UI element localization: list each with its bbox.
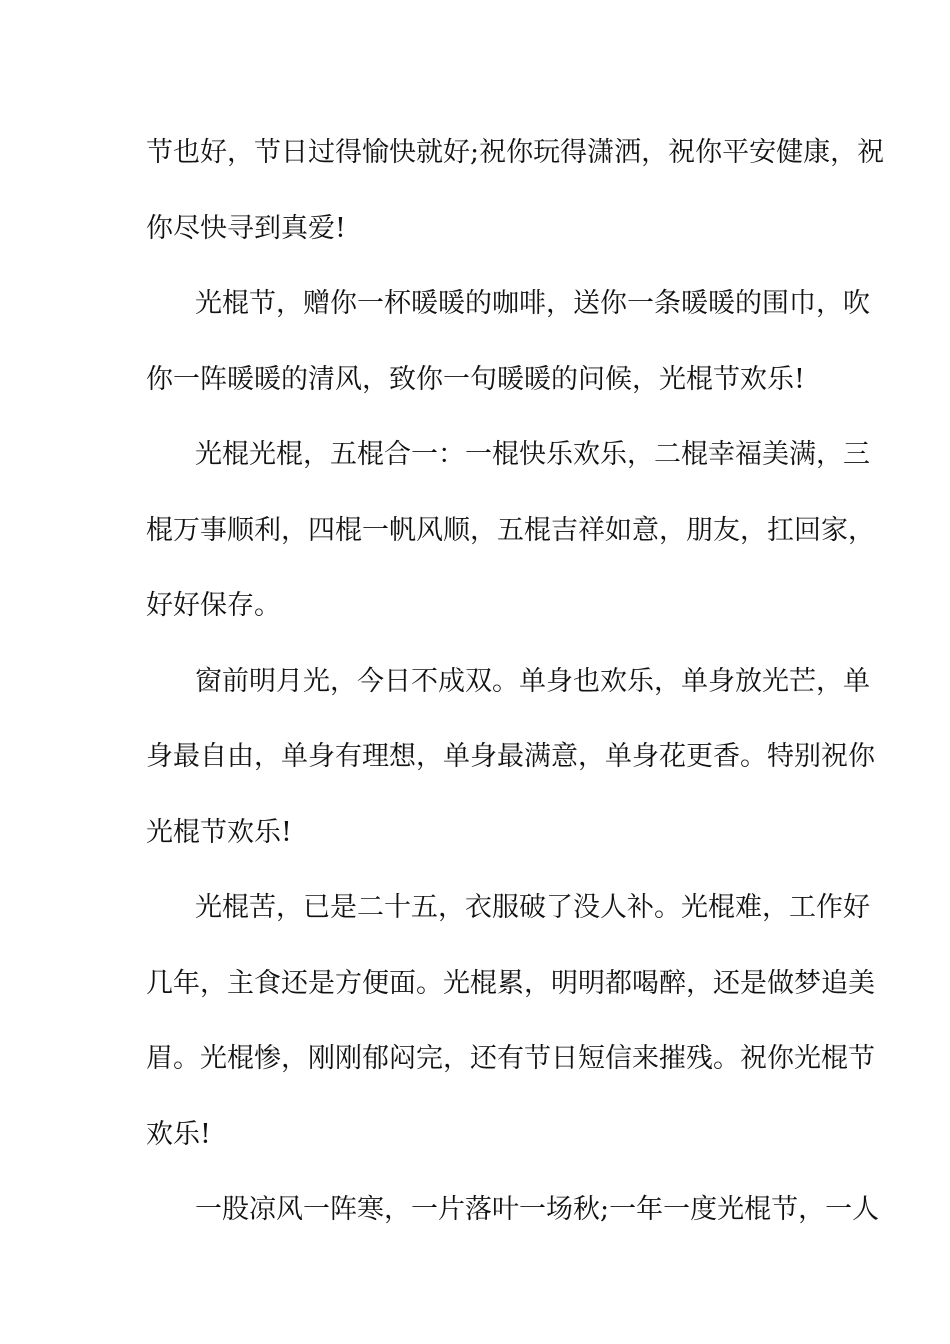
text-line: 好好保存。 [146, 590, 281, 621]
text-line: 眉。光棍惨，刚刚郁闷完，还有节日短信来摧残。祝你光棍节 [146, 1043, 875, 1074]
text-line: 你一阵暖暖的清风，致你一句暖暖的问候，光棍节欢乐! [146, 363, 805, 395]
text-line: 光棍节欢乐! [146, 816, 292, 848]
text-line: 你尽快寻到真爱! [146, 212, 346, 244]
paragraph-first-line: 窗前明月光，今日不成双。单身也欢乐，单身放光芒，单 [195, 665, 870, 697]
text-line: 欢乐! [146, 1118, 211, 1150]
text-line: 节也好，节日过得愉快就好;祝你玩得潇洒，祝你平安健康，祝 [146, 137, 885, 168]
text-line: 几年，主食还是方便面。光棍累，明明都喝醉，还是做梦追美 [146, 967, 875, 999]
paragraph-first-line: 光棍光棍，五棍合一：一棍快乐欢乐，二棍幸福美满，三 [195, 439, 870, 470]
paragraph-first-line: 光棍苦，已是二十五，衣服破了没人补。光棍难，工作好 [195, 892, 870, 923]
text-line: 身最自由，单身有理想，单身最满意，单身花更香。特别祝你 [146, 741, 875, 772]
paragraph-first-line: 光棍节，赠你一杯暖暖的咖啡，送你一条暖暖的围巾，吹 [195, 288, 870, 319]
document-body [146, 125, 885, 1258]
paragraph-first-line: 一股凉风一阵寒，一片落叶一场秋;一年一度光棍节，一人 [195, 1194, 880, 1225]
text-line: 棍万事顺利，四棍一帆风顺，五棍吉祥如意，朋友，扛回家， [146, 514, 875, 546]
